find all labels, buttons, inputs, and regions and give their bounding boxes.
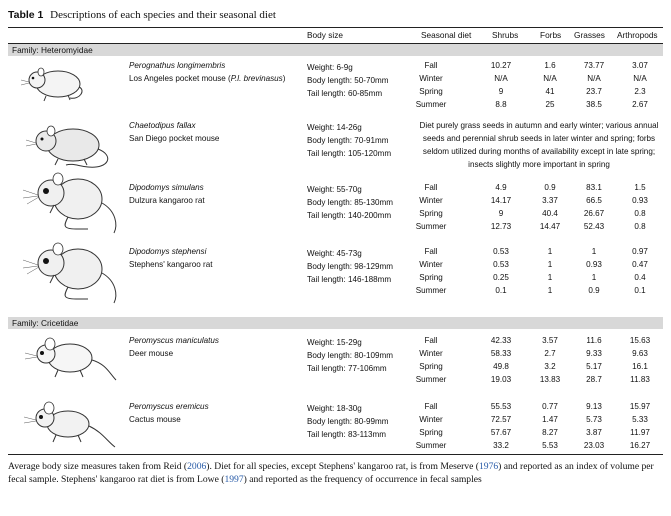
- body-length: Body length: 80-109mm: [307, 351, 393, 360]
- tail-length: Tail length: 83-113mm: [307, 430, 387, 439]
- top-rule: [8, 27, 663, 28]
- citation-link[interactable]: 2006: [187, 461, 207, 472]
- tail-length: Tail length: 105-120mm: [307, 149, 392, 158]
- table-footnote: Average body size measures taken from Reid (2006). Diet for all species, except Stephens' kangaroo rat, is from Meserve (1976) and reported as an index of volume per fecal sample. Stephens' kangaroo rat diet is from Lowe (1997) and reported as the frequency of occurrence in fecal samples: [8, 461, 654, 485]
- header-arthropods: Arthropods: [617, 30, 658, 40]
- diet-row: Summer 33.2 5.53 23.03 16.27: [415, 441, 651, 450]
- weight: Weight: 55-70g: [307, 185, 362, 194]
- header-body-size: Body size: [307, 30, 343, 40]
- diet-row: Summer 12.73 14.47 52.43 0.8: [415, 222, 646, 231]
- body-length: Body length: 80-99mm: [307, 417, 389, 426]
- species-scientific-name: Chaetodipus fallax: [129, 121, 196, 130]
- diet-row: Spring 57.67 8.27 3.87 11.97: [419, 428, 650, 437]
- weight: Weight: 6-9g: [307, 63, 353, 72]
- pocket-mouse-illustration: [18, 117, 123, 171]
- header-forbs: Forbs: [540, 30, 562, 40]
- weight: Weight: 18-30g: [307, 404, 362, 413]
- species-scientific-name: Perognathus longimembris: [129, 61, 226, 70]
- tail-length: Tail length: 77-106mm: [307, 364, 387, 373]
- table-title: Descriptions of each species and their seasonal diet: [50, 9, 276, 21]
- diet-row: Fall 4.9 0.9 83.1 1.5: [424, 183, 646, 192]
- species-common-name: Deer mouse: [129, 349, 174, 358]
- family-row-cricetidae: [8, 317, 663, 329]
- weight: Weight: 15-29g: [307, 338, 362, 347]
- tail-length: Tail length: 60-85mm: [307, 89, 383, 98]
- header-shrubs: Shrubs: [492, 30, 519, 40]
- body-length: Body length: 85-130mm: [307, 198, 393, 207]
- diet-row: Summer 19.03 13.83 28.7 11.83: [415, 375, 650, 384]
- diet-row: Summer 8.8 25 38.5 2.67: [415, 100, 648, 109]
- family-label: Family: Cricetidae: [12, 318, 79, 328]
- bottom-rule: [8, 454, 663, 455]
- diet-row: Fall 0.53 1 1 0.97: [424, 247, 648, 256]
- family-row-heteromyidae: [8, 44, 663, 56]
- diet-row: Winter 14.17 3.37 66.5 0.93: [419, 196, 648, 205]
- body-measurements: [307, 121, 391, 160]
- species-common-name: San Diego pocket mouse: [129, 134, 220, 143]
- species-scientific-name: Peromyscus eremicus: [129, 402, 209, 411]
- diet-row: Fall 42.33 3.57 11.6 15.63: [424, 336, 651, 345]
- tail-length: Tail length: 146-188mm: [307, 275, 392, 284]
- tail-length: Tail length: 140-200mm: [307, 211, 392, 220]
- diet-row: Spring 49.8 3.2 5.17 16.1: [419, 362, 648, 371]
- species-row: [8, 243, 663, 323]
- body-length: Body length: 98-129mm: [307, 262, 393, 271]
- weight: Weight: 14-26g: [307, 123, 362, 132]
- diet-row: Spring 9 40.4 26.67 0.8: [419, 209, 646, 218]
- diet-row: Spring 0.25 1 1 0.4: [419, 273, 646, 282]
- species-scientific-name: Peromyscus maniculatus: [129, 336, 219, 345]
- table-header: [8, 30, 663, 42]
- citation-link[interactable]: 1976: [478, 461, 499, 472]
- table-label: Table 1: [8, 9, 44, 21]
- species-scientific-name: Dipodomys simulans: [129, 183, 204, 192]
- diet-row: Fall 10.27 1.6 73.77 3.07: [424, 61, 648, 70]
- species-common-name: Cactus mouse: [129, 415, 181, 424]
- table-caption: [8, 9, 276, 21]
- diet-row: Fall 55.53 0.77 9.13 15.97: [424, 402, 651, 411]
- diet-row: Summer 0.1 1 0.9 0.1: [415, 286, 646, 295]
- diet-note: Diet purely grass seeds in autumn and early winter; various annual seeds and perennial shrub seeds in later winter and spring; forbs seldom utilized during months of availability except in late spring; insects slightly more important in spring: [419, 121, 659, 169]
- species-scientific-name: Dipodomys stephensi: [129, 247, 207, 256]
- diet-row: Winter 0.53 1 0.93 0.47: [419, 260, 648, 269]
- body-length: Body length: 50-70mm: [307, 76, 389, 85]
- header-seasonal-diet: Seasonal diet: [421, 30, 472, 40]
- weight: Weight: 45-73g: [307, 249, 362, 258]
- species-common-name: Dulzura kangaroo rat: [129, 196, 205, 205]
- body-length: Body length: 70-91mm: [307, 136, 389, 145]
- diet-row: Winter 58.33 2.7 9.33 9.63: [419, 349, 648, 358]
- family-label: Family: Heteromyidae: [12, 45, 93, 55]
- diet-row: Winter 72.57 1.47 5.73 5.33: [419, 415, 648, 424]
- diet-row: Spring 9 41 23.7 2.3: [419, 87, 646, 96]
- citation-link[interactable]: 1997: [224, 474, 244, 485]
- species-common-name: Stephens' kangaroo rat: [129, 260, 213, 269]
- species-common-name: Los Angeles pocket mouse (P.l. brevinasus): [129, 74, 286, 83]
- diet-row: Winter N/A N/A N/A N/A: [419, 74, 647, 83]
- header-grasses: Grasses: [574, 30, 605, 40]
